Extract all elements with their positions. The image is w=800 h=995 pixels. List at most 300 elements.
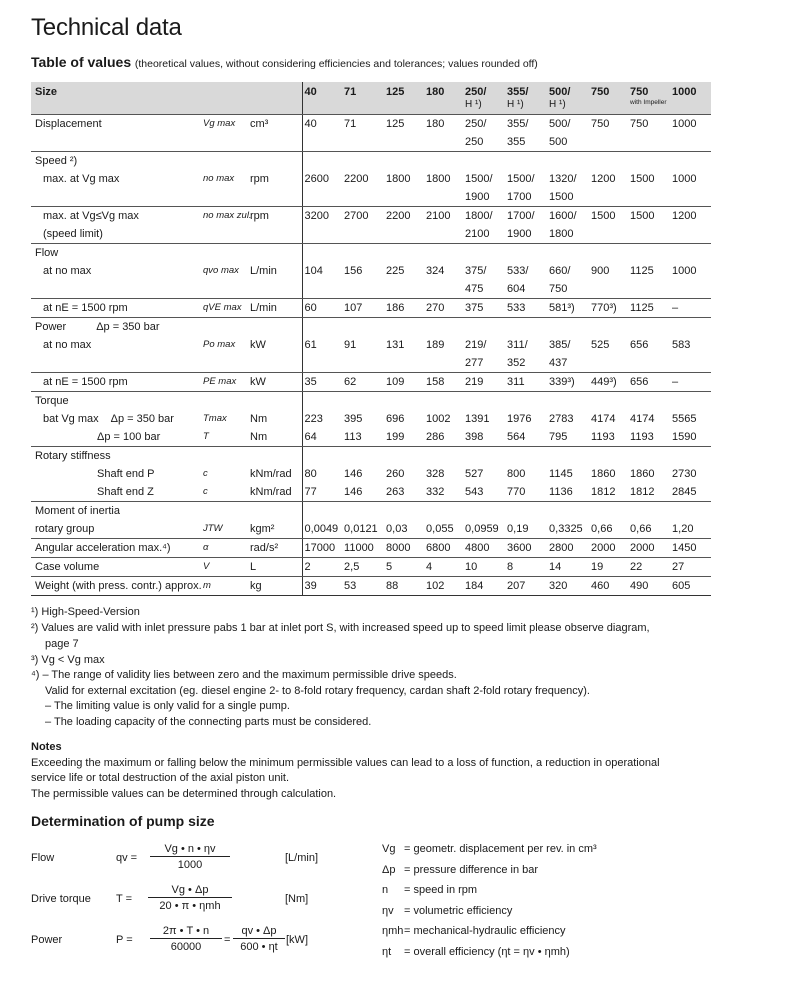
value-cell: [342, 502, 384, 521]
value-cell: 10: [463, 558, 505, 577]
value-cell: 533/: [507, 265, 529, 277]
legend-symbol: Vg: [382, 843, 396, 855]
value-cell: 250/: [465, 118, 487, 130]
table-header-row: [31, 82, 711, 115]
row-unit: [250, 502, 302, 521]
value-cell: [463, 152, 505, 171]
value-cell: 125: [386, 118, 405, 130]
value-cell: 2600: [302, 170, 342, 188]
value-cell: 656: [630, 339, 649, 351]
value-cell: 583: [672, 339, 691, 351]
row-symbol: qVE max: [203, 299, 250, 318]
torque-group-row: [31, 392, 711, 411]
speed-group-row: [31, 152, 711, 171]
power-group-row: [31, 318, 711, 337]
legend-symbol: ηv: [382, 904, 394, 917]
row-label: Δp = 100 bar: [31, 428, 203, 447]
size-column-header: [505, 82, 547, 115]
value-cell: 750: [547, 280, 589, 299]
legend-item: [382, 946, 570, 958]
row-label: (speed limit): [31, 225, 203, 244]
value-cell: [505, 392, 547, 411]
table-title: Table of values: [31, 54, 132, 70]
value-cell: 656: [628, 373, 670, 392]
value-cell: 1860: [630, 468, 655, 480]
value-cell: [302, 392, 342, 411]
value-cell: [302, 244, 342, 263]
notes-line: The permissible values can be determined through calculation.: [31, 787, 337, 800]
speed-limit-row-2: [31, 225, 711, 244]
row-symbol: [203, 244, 250, 263]
value-cell: 1500: [630, 210, 655, 222]
power-equals: =: [224, 934, 231, 946]
legend-item: [382, 925, 566, 937]
value-cell: [589, 502, 628, 521]
row-unit: Nm: [250, 413, 268, 425]
row-unit: rpm: [250, 173, 269, 185]
value-cell: 1500/: [507, 173, 535, 185]
row-symbol: [203, 447, 250, 466]
row-symbol: [203, 225, 250, 244]
value-cell: 260: [386, 468, 405, 480]
value-cell: 0,03: [384, 520, 424, 539]
value-cell: [384, 225, 424, 244]
value-cell: 339³): [547, 373, 589, 392]
footnote-4-b: Valid for external excitation (eg. diesel engine 2- to 8-fold rotary frequency, cardan shaft 2-fold rotary frequency).: [45, 684, 590, 697]
torque-100-row: [31, 428, 711, 447]
flow-unit: [L/min]: [285, 852, 319, 864]
value-cell: [424, 152, 463, 171]
value-cell: [547, 502, 589, 521]
row-label: at no max: [43, 265, 92, 277]
value-cell: [342, 354, 384, 373]
value-cell: 1145: [549, 468, 573, 480]
value-cell: 184: [463, 577, 505, 596]
size-variant: H ¹): [549, 99, 566, 110]
footnote-2: ²) Values are valid with inlet pressure pabs 1 bar at inlet port S, with increased speed up to speed limit please observe diagram,: [31, 622, 650, 634]
flow-denominator: 1000: [177, 859, 203, 871]
value-cell: [589, 392, 628, 411]
value-cell: 4174: [630, 413, 655, 425]
value-cell: 1193: [589, 428, 628, 447]
value-cell: [628, 502, 670, 521]
row-unit: rpm: [250, 210, 269, 222]
value-cell: [547, 244, 589, 263]
value-cell: [302, 188, 342, 207]
value-cell: [670, 133, 711, 152]
value-cell: [342, 152, 384, 171]
row-label: Speed ²): [35, 155, 78, 167]
speed-max-row-2: [31, 188, 711, 207]
value-cell: 1450: [670, 539, 711, 558]
value-cell: [384, 502, 424, 521]
value-cell: 328: [426, 468, 445, 480]
row-unit: [250, 133, 302, 152]
value-cell: 311: [505, 373, 547, 392]
row-label: Moment of inertia: [35, 505, 120, 517]
row-label: at nE = 1500 rpm: [31, 299, 203, 318]
torque-formula-label: Drive torque: [31, 893, 91, 905]
notes-section: [31, 740, 751, 802]
row-unit: kW: [250, 339, 266, 351]
legend-item: [382, 864, 538, 876]
footnote-4-d: – The loading capacity of the connecting parts must be considered.: [45, 715, 372, 728]
value-cell: 5565: [672, 413, 697, 425]
flow-formula-label: Flow: [31, 852, 55, 864]
value-cell: 900: [591, 265, 610, 277]
row-symbol: Tmax: [203, 413, 227, 424]
value-cell: 1136: [547, 483, 589, 502]
power-label: Power: [35, 321, 67, 333]
size-value: 180: [426, 86, 445, 98]
value-cell: [589, 188, 628, 207]
value-cell: [628, 225, 670, 244]
value-cell: 1500: [591, 210, 616, 222]
value-cell: [505, 447, 547, 466]
size-value: 71: [344, 86, 357, 98]
row-symbol: [203, 354, 250, 373]
value-cell: 53: [342, 577, 384, 596]
row-unit: [250, 188, 302, 207]
value-cell: 385/: [549, 339, 571, 351]
value-cell: 355: [505, 133, 547, 152]
value-cell: 500/: [549, 118, 571, 130]
row-symbol: [203, 392, 250, 411]
value-cell: [628, 354, 670, 373]
value-cell: 1700: [505, 188, 547, 207]
flow-max-row-2: [31, 280, 711, 299]
value-cell: 219: [463, 373, 505, 392]
value-cell: 146: [344, 468, 363, 480]
value-cell: 19: [589, 558, 628, 577]
value-cell: 1860: [591, 468, 616, 480]
angular-row: [31, 539, 711, 558]
value-cell: 1320/: [549, 173, 577, 185]
legend-symbol: ηt: [382, 945, 392, 958]
value-cell: 1800/: [465, 210, 493, 222]
value-cell: 581³): [547, 299, 589, 318]
row-label: [31, 188, 203, 207]
value-cell: 77: [302, 483, 342, 502]
flow-group-row: [31, 244, 711, 263]
notes-line: Exceeding the maximum or falling below the minimum permissible values can lead to a loss of function, a reduction in operational: [31, 756, 660, 769]
value-cell: [384, 133, 424, 152]
value-cell: 113: [342, 428, 384, 447]
value-cell: 107: [342, 299, 384, 318]
value-cell: 475: [463, 280, 505, 299]
value-cell: 533: [505, 299, 547, 318]
value-cell: 490: [628, 577, 670, 596]
value-cell: 1500/: [465, 173, 493, 185]
legend-item: [382, 884, 477, 896]
value-cell: 564: [505, 428, 547, 447]
value-cell: 395: [344, 413, 363, 425]
value-cell: [384, 188, 424, 207]
value-cell: 225: [386, 265, 405, 277]
flow-numerator: Vg • n • ηv: [150, 843, 230, 857]
size-column-header: [463, 82, 505, 115]
value-cell: [302, 152, 342, 171]
value-cell: [384, 280, 424, 299]
value-cell: [424, 392, 463, 411]
displacement-row-2: [31, 133, 711, 152]
value-cell: [628, 447, 670, 466]
value-cell: 39: [302, 577, 342, 596]
row-label: Shaft end Z: [31, 483, 203, 502]
value-cell: 2783: [549, 413, 574, 425]
values-table: [31, 82, 711, 596]
value-cell: 104: [302, 262, 342, 280]
row-label: Torque: [35, 395, 69, 407]
value-cell: 1000: [672, 173, 697, 185]
row-symbol: [203, 133, 250, 152]
page-title: Technical data: [31, 14, 182, 41]
legend-text: = geometr. displacement per rev. in cm³: [404, 843, 597, 855]
value-cell: [302, 225, 342, 244]
value-cell: 156: [344, 265, 363, 277]
value-cell: 449³): [589, 373, 628, 392]
row-label: Weight (with press. contr.) approx.: [31, 577, 203, 596]
value-cell: [505, 244, 547, 263]
value-cell: [670, 502, 711, 521]
value-cell: [670, 280, 711, 299]
value-cell: 2: [302, 558, 342, 577]
value-cell: [302, 133, 342, 152]
value-cell: 286: [424, 428, 463, 447]
value-cell: 375/: [465, 265, 487, 277]
power-max-row-2: [31, 354, 711, 373]
power-fraction-1: [150, 925, 222, 953]
value-cell: 17000: [302, 539, 342, 558]
value-cell: 2100: [463, 225, 505, 244]
row-label: Displacement: [35, 118, 102, 130]
footnotes: [31, 604, 731, 730]
value-cell: [424, 244, 463, 263]
value-cell: 352: [505, 354, 547, 373]
value-cell: 158: [424, 373, 463, 392]
row-label: [31, 133, 203, 152]
value-cell: 311/: [507, 339, 528, 351]
shaft-p-row: [31, 465, 711, 483]
size-header: Size: [31, 82, 302, 115]
row-symbol: c: [203, 483, 250, 502]
legend-symbol: ηmh: [382, 925, 404, 937]
torque-numerator: Vg • Δp: [148, 884, 232, 898]
row-symbol: [203, 502, 250, 521]
value-cell: [670, 244, 711, 263]
row-label: [31, 354, 203, 373]
value-cell: 109: [384, 373, 424, 392]
legend-text: = mechanical-hydraulic efficiency: [404, 925, 566, 937]
inertia-row: [31, 502, 711, 521]
size-column-header: [547, 82, 589, 115]
value-cell: 543: [463, 483, 505, 502]
value-cell: 1500: [630, 173, 655, 185]
value-cell: [670, 225, 711, 244]
footnote-3: ³) Vg < Vg max: [31, 654, 105, 666]
power-unit: [kW]: [286, 934, 308, 946]
value-cell: 1125: [630, 265, 654, 277]
value-cell: [342, 392, 384, 411]
value-cell: [547, 447, 589, 466]
value-cell: 2845: [670, 483, 711, 502]
value-cell: 795: [547, 428, 589, 447]
value-cell: 527: [465, 468, 484, 480]
value-cell: 64: [302, 428, 342, 447]
value-cell: [589, 354, 628, 373]
value-cell: 2100: [426, 210, 451, 222]
value-cell: 0,3325: [547, 520, 589, 539]
value-cell: 40: [302, 115, 342, 134]
value-cell: 0,0121: [342, 520, 384, 539]
value-cell: 2000: [589, 539, 628, 558]
value-cell: [628, 152, 670, 171]
row-label: Flow: [35, 247, 59, 259]
value-cell: [424, 502, 463, 521]
value-cell: 1590: [670, 428, 711, 447]
value-cell: 750: [591, 118, 610, 130]
size-column-header: [670, 82, 711, 115]
value-cell: [628, 188, 670, 207]
value-cell: [463, 447, 505, 466]
row-unit: L/min: [250, 299, 302, 318]
value-cell: 146: [342, 483, 384, 502]
value-cell: 2,5: [342, 558, 384, 577]
power-denominator-2: 600 • ηt: [240, 941, 278, 953]
torque-denominator: 20 • π • ηmh: [159, 900, 221, 912]
row-symbol: JTW: [203, 520, 250, 539]
torque-unit: [Nm]: [285, 893, 309, 905]
value-cell: [670, 392, 711, 411]
value-cell: 770: [505, 483, 547, 502]
size-value: 40: [304, 86, 317, 98]
size-value: 250/: [465, 86, 487, 98]
value-cell: 1976: [507, 413, 532, 425]
row-label: [31, 280, 203, 299]
value-cell: 1000: [672, 118, 697, 130]
value-cell: [589, 225, 628, 244]
value-cell: [505, 318, 547, 337]
value-cell: [628, 280, 670, 299]
row-symbol: T: [203, 428, 250, 447]
value-cell: 750: [630, 118, 649, 130]
value-cell: [424, 318, 463, 337]
value-cell: 1002: [426, 413, 451, 425]
value-cell: [424, 447, 463, 466]
row-label: rotary group: [31, 520, 203, 539]
value-cell: [547, 392, 589, 411]
row-symbol: [203, 188, 250, 207]
value-cell: 5: [384, 558, 424, 577]
value-cell: [463, 392, 505, 411]
value-cell: 102: [424, 577, 463, 596]
value-cell: 2200: [344, 173, 369, 185]
size-column-header: [424, 82, 463, 115]
value-cell: [628, 318, 670, 337]
row-unit: cm³: [250, 118, 269, 130]
value-cell: 91: [344, 339, 357, 351]
value-cell: [342, 225, 384, 244]
row-label: [31, 318, 203, 337]
value-cell: 332: [424, 483, 463, 502]
row-label: [31, 410, 203, 428]
size-variant: H ¹): [507, 99, 524, 110]
value-cell: 460: [589, 577, 628, 596]
table-heading: [31, 54, 538, 70]
value-cell: 2200: [386, 210, 411, 222]
row-unit: kg: [250, 577, 302, 596]
case-volume-row: [31, 558, 711, 577]
size-value: 1000: [672, 86, 697, 98]
row-symbol: PE max: [203, 373, 250, 392]
value-cell: [589, 133, 628, 152]
row-symbol: Vg max: [203, 118, 236, 129]
value-cell: 35: [302, 373, 342, 392]
row-symbol: Po max: [203, 339, 236, 350]
table-subtitle: (theoretical values, without considering efficiencies and tolerances; values rounded off): [134, 58, 538, 70]
value-cell: 2000: [628, 539, 670, 558]
value-cell: 605: [670, 577, 711, 596]
displacement-row: [31, 115, 711, 134]
value-cell: 71: [344, 118, 357, 130]
value-cell: 88: [384, 577, 424, 596]
flow-fraction: [150, 843, 230, 871]
value-cell: [670, 152, 711, 171]
value-cell: 1000: [672, 265, 697, 277]
value-cell: 3600: [505, 539, 547, 558]
flow-formula-var: qv =: [116, 852, 138, 864]
value-cell: [384, 447, 424, 466]
row-unit: [250, 392, 302, 411]
row-unit: Nm: [250, 428, 302, 447]
value-cell: 1900: [463, 188, 505, 207]
value-cell: [589, 318, 628, 337]
row-label: max. at Vg≤Vg max: [43, 210, 139, 222]
value-cell: 0,0049: [302, 520, 342, 539]
power-1500-row: [31, 373, 711, 392]
value-cell: [424, 188, 463, 207]
legend-text: = speed in rpm: [404, 884, 478, 896]
value-cell: 1800: [547, 225, 589, 244]
value-cell: 604: [505, 280, 547, 299]
value-cell: [628, 392, 670, 411]
value-cell: 22: [628, 558, 670, 577]
pump-size-heading: Determination of pump size: [31, 813, 215, 829]
row-symbol: c: [203, 468, 208, 479]
value-cell: 0,19: [505, 520, 547, 539]
value-cell: 2730: [672, 468, 697, 480]
value-cell: 2700: [344, 210, 369, 222]
row-unit: [250, 280, 302, 299]
value-cell: 270: [424, 299, 463, 318]
value-cell: 660/: [549, 265, 571, 277]
row-label: Shaft end P: [97, 468, 155, 480]
legend-symbol: Δp: [382, 863, 396, 876]
torque-350-row: [31, 410, 711, 428]
value-cell: [463, 244, 505, 263]
size-value: 355/: [507, 86, 529, 98]
value-cell: [670, 318, 711, 337]
row-label: Angular acceleration max.⁴): [31, 539, 203, 558]
value-cell: 1812: [589, 483, 628, 502]
value-cell: 60: [302, 299, 342, 318]
row-symbol: α: [203, 539, 250, 558]
value-cell: 2800: [547, 539, 589, 558]
flow-1500-row: [31, 299, 711, 318]
torque-fraction: [148, 884, 232, 912]
row-unit: rad/s²: [250, 539, 302, 558]
row-unit: kNm/rad: [250, 468, 292, 480]
